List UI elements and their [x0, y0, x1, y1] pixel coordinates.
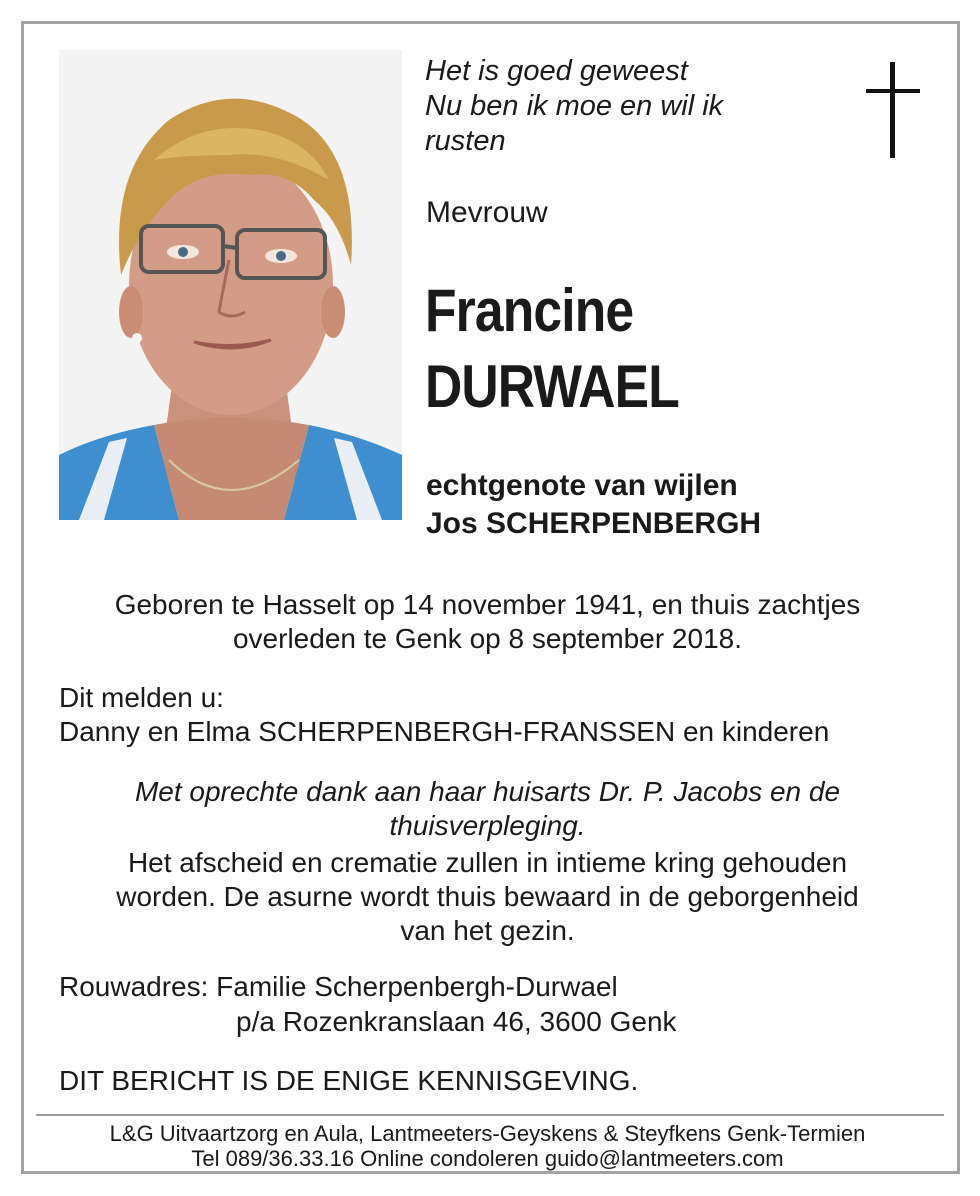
farewell-line: Het afscheid en crematie zullen in intieme kring gehouden: [127, 847, 848, 878]
farewell-line: worden. De asurne wordt thuis bewaard in de geborgenheid: [116, 881, 859, 912]
funeral-home-contact: Tel 089/36.33.16 Online condoleren guido@lantmeeters.com: [191, 1146, 784, 1171]
thanks-note: [40, 775, 935, 843]
spouse-relation: echtgenote van wijlen: [426, 469, 738, 502]
announcers: [59, 681, 829, 749]
funeral-home-line: L&G Uitvaartzorg en Aula, Lantmeeters-Geyskens & Steyfkens Genk-Termien: [109, 1121, 866, 1146]
poem-line: Nu ben ik moe en wil ik: [425, 90, 724, 122]
poem-line: rusten: [425, 125, 506, 157]
announcers-names: Danny en Elma SCHERPENBERGH-FRANSSEN en kinderen: [59, 716, 830, 747]
thanks-line: thuisverpleging.: [389, 810, 586, 841]
birth-death-info: [40, 588, 935, 656]
thanks-line: Met oprechte dank aan haar huisarts Dr. P. Jacobs en de: [134, 776, 841, 807]
mourning-address-street: p/a Rozenkranslaan 46, 3600 Genk: [236, 1006, 677, 1037]
spouse-info: [426, 467, 761, 543]
announcers-intro: Dit melden u:: [59, 682, 224, 713]
sole-notice: DIT BERICHT IS DE ENIGE KENNISGEVING.: [59, 1065, 639, 1096]
birth-line: Geboren te Hasselt op 14 november 1941, en thuis zachtjes: [114, 589, 861, 620]
honorific-title: Mevrouw: [426, 196, 548, 229]
spouse-name: Jos SCHERPENBERGH: [426, 507, 762, 540]
memorial-poem: [425, 54, 723, 159]
poem-line: Het is goed geweest: [425, 55, 688, 87]
footer-divider: [36, 1114, 944, 1116]
farewell-line: van het gezin.: [400, 915, 575, 946]
deceased-last-name: DURWAEL: [425, 353, 679, 420]
mourning-address-label: Rouwadres: Familie Scherpenbergh-Durwael: [59, 971, 618, 1002]
portrait-photo: [59, 50, 402, 520]
latin-cross-icon: [862, 62, 924, 165]
farewell-info: [40, 846, 935, 948]
death-line: overleden te Genk op 8 september 2018.: [232, 623, 742, 654]
deceased-first-name: Francine: [425, 277, 634, 344]
